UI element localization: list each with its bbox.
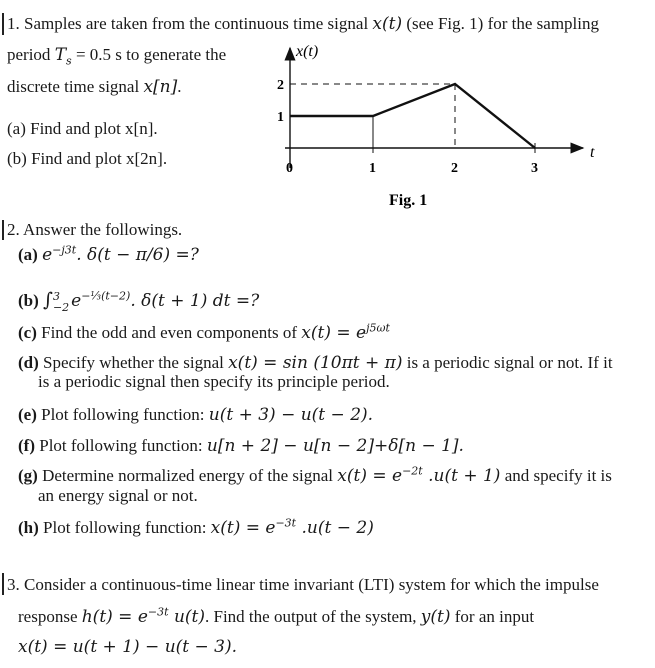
q2-a-label: (a): [18, 245, 38, 264]
q2-item-e: [18, 405, 373, 425]
q2-h-exponent: −3t: [275, 516, 297, 530]
y-tick-1: 1: [277, 110, 284, 125]
x-tick-2: 2: [451, 161, 458, 176]
figure-1-plot: [0, 0, 655, 220]
x-tick-1: 1: [369, 161, 376, 176]
q1-line2-text-b: = 0.5 s to generate the: [71, 45, 227, 64]
y-tick-2: 2: [277, 78, 284, 93]
y-axis-label: x(t): [296, 43, 319, 60]
q2-g-math-1: x(t) = e: [337, 466, 403, 486]
x-tick-0: 0: [286, 161, 293, 176]
q2-b-upper: 3: [52, 290, 60, 304]
q3-line2-text-b: . Find the output of the system,: [205, 607, 421, 626]
q2-f-math: u[n + 2] − u[n − 2]+δ[n − 1].: [206, 436, 464, 456]
q2-c-text: Find the odd and even components of: [36, 323, 302, 342]
q2-b-lower: −2: [52, 301, 70, 315]
q2-c-math: x(t) = e: [301, 323, 367, 343]
q2-item-f: [18, 436, 464, 456]
q2-item-c: [18, 323, 390, 343]
q2-b-limits: [53, 291, 69, 313]
q3-line2-text-a: response: [18, 607, 82, 626]
q2-a-base: e: [42, 245, 53, 265]
q2-g-text-2: and specify it is: [500, 466, 612, 485]
q2-e-label: (e): [18, 405, 37, 424]
figure-caption: Fig. 1: [389, 192, 428, 209]
q1-line2-math: T: [54, 45, 67, 65]
q2-item-a: [18, 245, 199, 265]
q1-line3-math: x[n]: [143, 77, 178, 97]
q2-heading: 2. Answer the followings.: [7, 220, 183, 239]
q2-a-rest: . δ(t − π/6) =?: [76, 245, 199, 265]
x-tick-3: 3: [531, 161, 538, 176]
q2-g-exponent: −2t: [402, 464, 423, 478]
q2-e-text: Plot following function:: [36, 405, 209, 424]
q3-line-3: x(t) = u(t + 1) − u(t − 3).: [18, 637, 238, 657]
q2-a-exponent: −j3t: [52, 243, 77, 257]
q2-e-math: u(t + 3) − u(t − 2).: [208, 405, 374, 425]
q1-line1-math: x(t): [372, 14, 403, 34]
x-axis-label: t: [590, 144, 595, 161]
q2-c-exponent: j5ωt: [366, 321, 390, 335]
q2-h-math-2: .u(t − 2): [296, 518, 374, 538]
q2-item-h: [18, 518, 374, 538]
q2-f-label: (f): [18, 436, 35, 455]
q3-line-2: [18, 607, 534, 627]
q2-b-integral: ∫: [43, 289, 53, 311]
signal-trace: [290, 84, 535, 148]
q2-h-math-1: x(t) = e: [210, 518, 276, 538]
q2-b-rest: . δ(t + 1) dt =?: [130, 291, 260, 311]
q2-d-label: (d): [18, 353, 39, 372]
q2-h-label: (h): [18, 518, 39, 537]
q2-b-label: (b): [18, 291, 39, 310]
q2-f-text: Plot following function:: [34, 436, 207, 455]
q1-line2-sub: s: [66, 54, 72, 68]
q1-line3-text-b: .: [177, 77, 182, 96]
q2-g-text-1: Determine normalized energy of the signal: [37, 466, 338, 485]
q2-g-label: (g): [18, 466, 38, 485]
q1-line3-text-a: discrete time signal: [7, 77, 144, 96]
q1-line1-text-a: 1. Samples are taken from the continuous time signal: [7, 14, 373, 33]
q1-line1-text-b: (see Fig. 1) for the sampling: [402, 14, 599, 33]
q2-item-g: [18, 466, 612, 486]
q3-line2-math-1: h(t) = e: [81, 607, 148, 627]
q2-h-text: Plot following function:: [38, 518, 211, 537]
question-2-marker: [2, 220, 4, 240]
q2-c-label: (c): [18, 323, 37, 342]
q3-line2-math-2: u(t): [168, 607, 205, 627]
q2-b-base: e: [71, 291, 82, 311]
q2-d-text-1: Specify whether the signal: [38, 353, 229, 372]
q2-d-math: x(t) = sin (10πt + π): [228, 353, 403, 373]
q2-item-d: [18, 353, 613, 373]
q2-item-b: [18, 290, 259, 313]
q1-part-a: (a) Find and plot x[n].: [7, 119, 158, 138]
q2-b-exponent: −⅓(t−2): [81, 289, 131, 303]
q1-line2-text-a: period: [7, 45, 55, 64]
q2-d-text-2: is a periodic signal or not. If it: [402, 353, 613, 372]
q2-item-d-continued: is a periodic signal then specify its principle period.: [38, 372, 390, 391]
question-3-marker: [2, 573, 4, 595]
q2-item-g-continued: an energy signal or not.: [38, 486, 198, 505]
q3-line2-exponent: −3t: [147, 605, 169, 619]
q1-part-b: (b) Find and plot x[2n].: [7, 149, 168, 168]
q3-line-1: 3. Consider a continuous-time linear time invariant (LTI) system for which the impulse: [7, 575, 599, 594]
q2-g-math-2: .u(t + 1): [422, 466, 501, 486]
q3-line2-math-3: y(t): [420, 607, 451, 627]
q3-line2-text-c: for an input: [450, 607, 535, 626]
